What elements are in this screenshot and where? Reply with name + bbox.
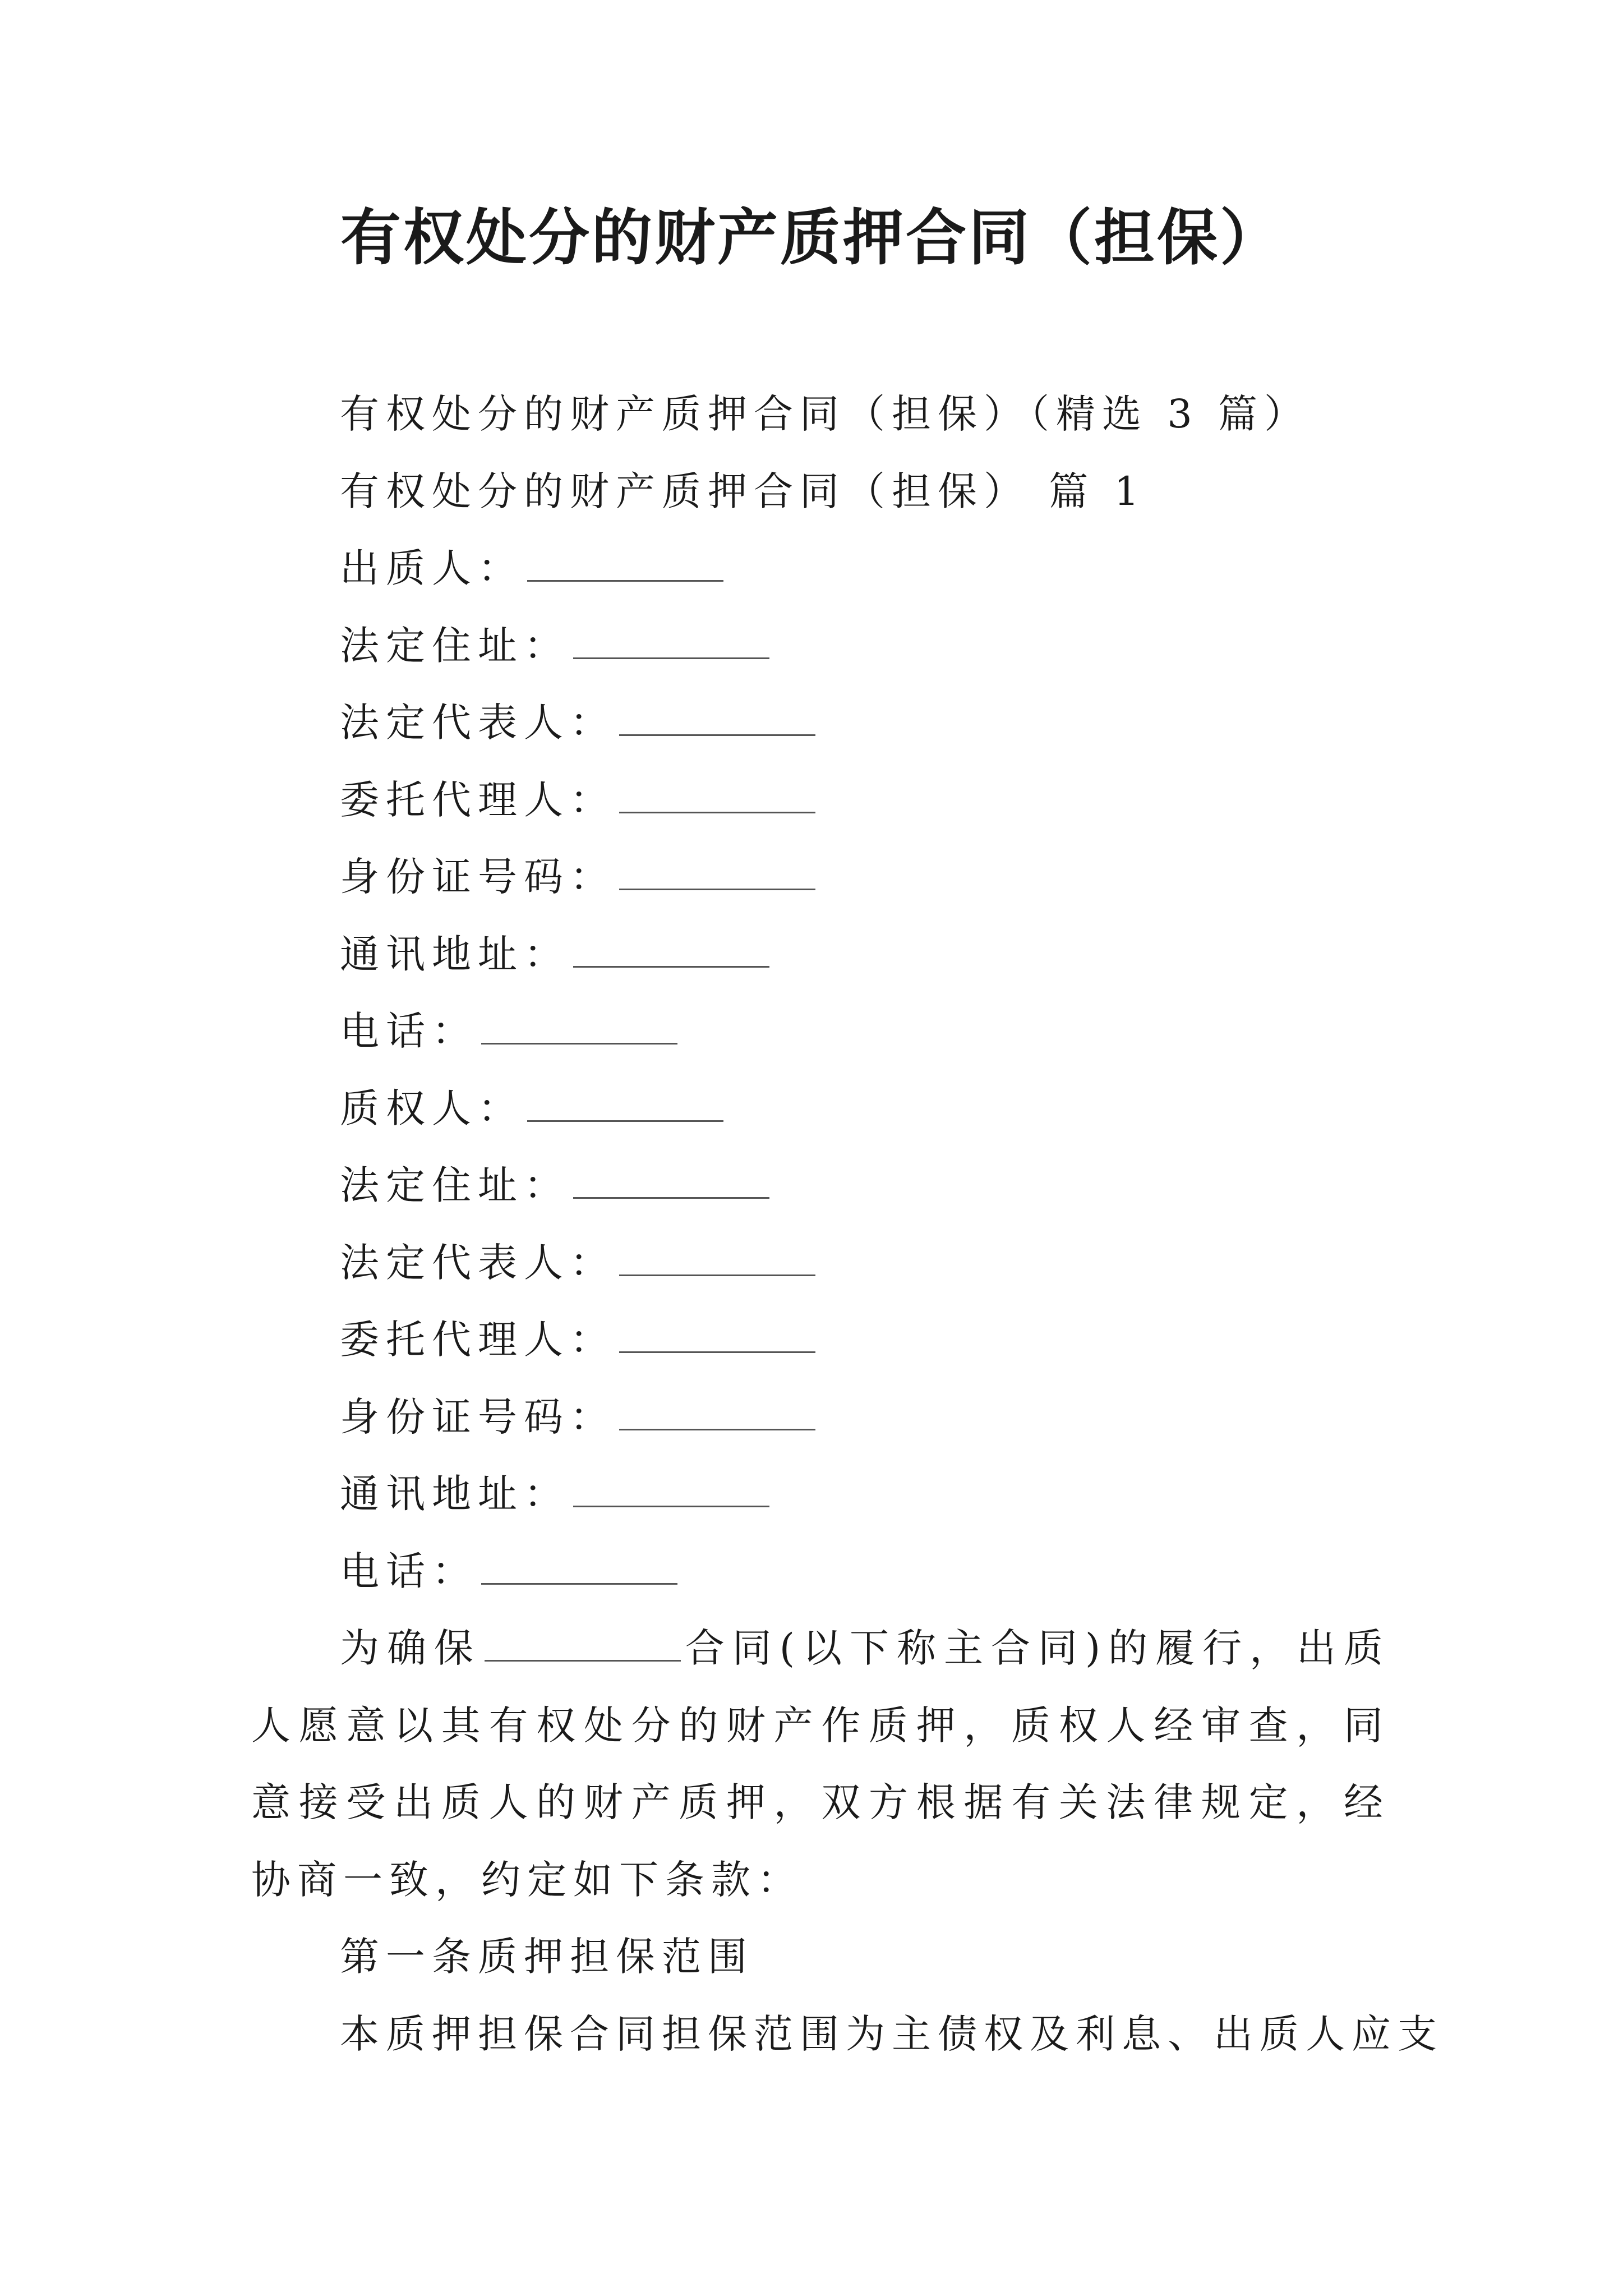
section-heading: 有权处分的财产质押合同（担保） 篇 1 [340,468,1146,514]
pledgee-address-field [251,1147,1390,1225]
fill-in-blank [619,854,815,890]
document-body [251,376,1444,2073]
fill-in-blank [485,1625,681,1662]
pledgee-id-field [251,1379,1390,1456]
pledgor-id-field [251,839,1390,916]
field-label: 出质人： [340,545,524,591]
pledgee-legal-rep-field [251,1225,1390,1302]
pledgor-role-field [251,530,1390,608]
field-label: 委托代理人： [340,1317,616,1363]
fill-in-blank [481,1008,677,1045]
field-label: 法定住址： [340,622,570,669]
fill-in-blank [527,545,723,582]
pledgee-mailing-field [251,1456,1390,1533]
pledgee-agent-field [251,1301,1390,1379]
pledgee-phone-field [251,1533,1390,1611]
fill-in-blank [619,1394,815,1430]
document-subtitle: 有权处分的财产质押合同（担保）（精选 3 篇） [340,391,1311,437]
fill-in-blank [527,1085,723,1122]
pledgor-agent-field [251,762,1390,839]
field-label: 通讯地址： [340,931,570,977]
article-1-text: 本质押担保合同担保范围为主债权及利息、出质人应支 [340,2010,1444,2057]
fill-in-blank [573,1471,769,1507]
pledgor-address-field [251,608,1390,685]
field-label: 身份证号码： [340,854,616,900]
preamble-paragraph [251,1610,1390,1918]
field-label: 法定住址： [340,1162,570,1208]
pledgor-legal-rep-field [251,684,1390,762]
preamble-text-end: 合同(以下称主合同)的履行，出质人愿意以其有权处分的财产作质押，质权人经审查，同意接受出质人的财产质押，双方根据有关法律规定，经协商一致，约定如下条款： [251,1625,1390,1903]
field-label: 电话： [340,1548,478,1594]
fill-in-blank [573,623,769,659]
fill-in-blank [619,777,815,813]
fill-in-blank [619,1317,815,1353]
field-label: 质权人： [340,1085,524,1131]
field-label: 法定代表人： [340,700,616,746]
article-1-heading: 第一条质押担保范围 [340,1934,754,1980]
pledgor-mailing-field [251,916,1390,993]
fill-in-blank [619,1240,815,1276]
pledgor-phone-field [251,993,1390,1070]
fill-in-blank [573,1162,769,1199]
document-title: 有权处分的财产质押合同（担保） [340,203,1283,273]
field-label: 通讯地址： [340,1471,570,1517]
field-label: 电话： [340,1008,478,1054]
fill-in-blank [573,931,769,968]
fill-in-blank [619,700,815,736]
fill-in-blank [481,1548,677,1585]
field-label: 身份证号码： [340,1393,616,1440]
pledgee-role-field [251,1070,1390,1148]
preamble-text-start: 为确保 [340,1625,481,1671]
field-label: 法定代表人： [340,1239,616,1286]
field-label: 委托代理人： [340,776,616,823]
